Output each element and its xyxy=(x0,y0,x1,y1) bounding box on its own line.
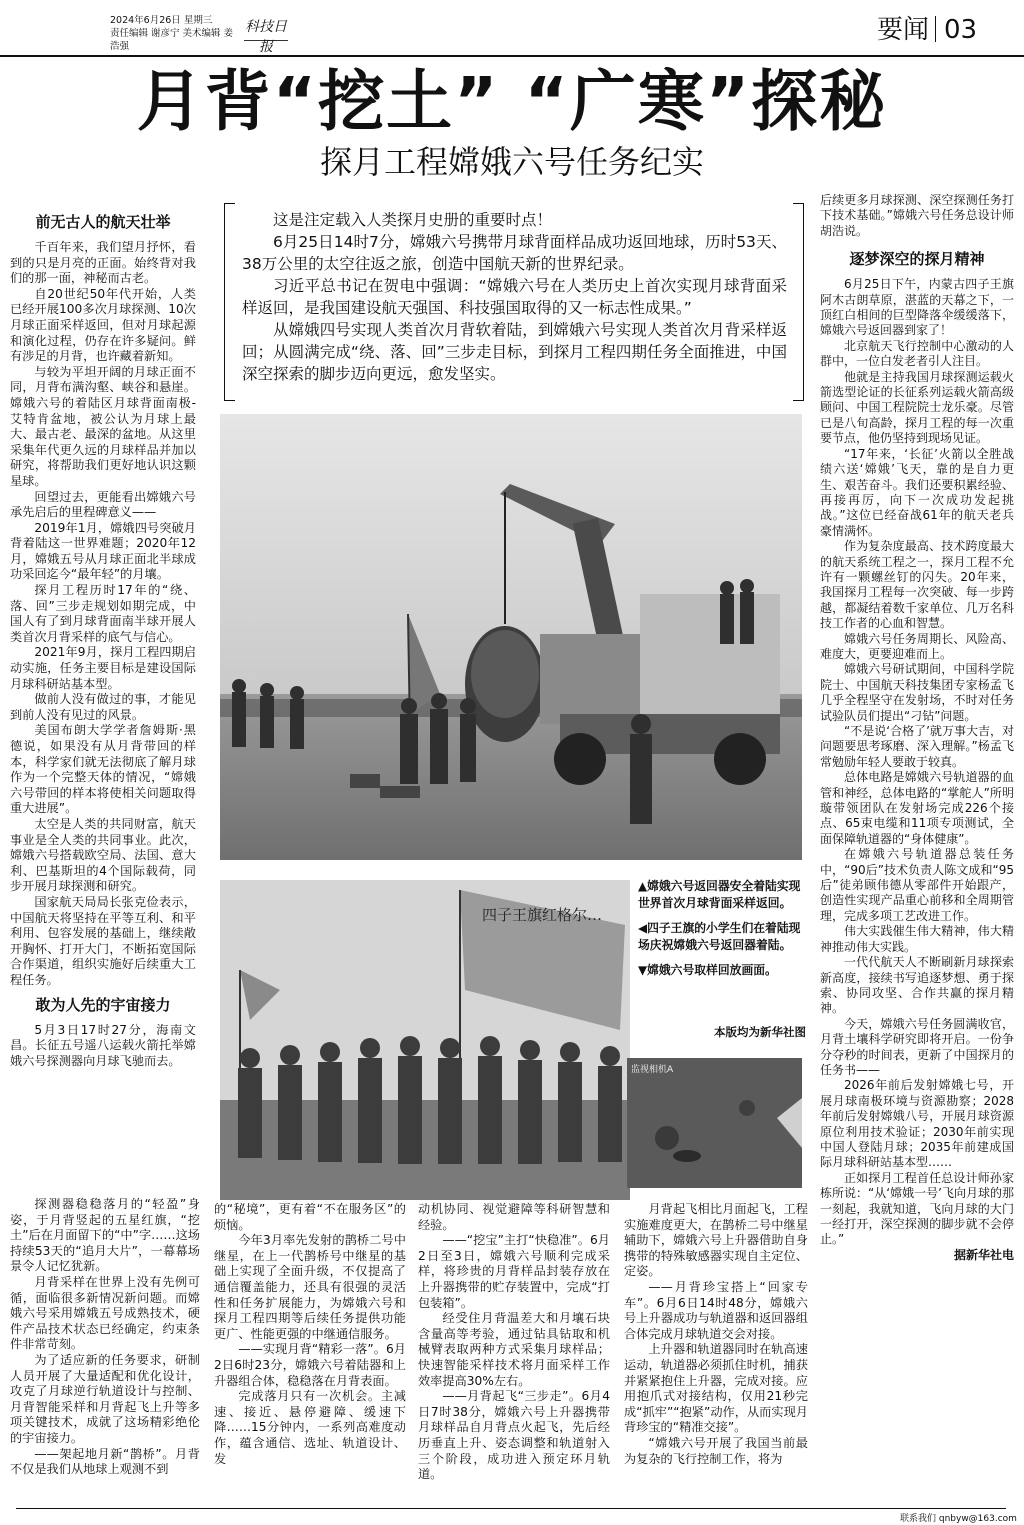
byline: 据新华社电 xyxy=(953,1247,1014,1262)
lead-paragraph: 习近平总书记在贺电中强调：“嫦娥六号在人类历史上首次实现月球背面采样返回，是我国建设航天强国、科技强国取得的又一标志性成果。” xyxy=(242,277,787,317)
paragraph: “17年来，‘长征’火箭以全胜战绩六送‘嫦娥’飞天，靠的是自力更生、艰苦奋斗。我们还要积累经验、再接再厉，向下一次成功发起挑战。”这位已经奋战61年的航天老兵豪情满怀。 xyxy=(820,446,1014,538)
section-name: 要闻 xyxy=(877,15,930,45)
paragraph: 6月25日下午，内蒙古四子王旗阿木古朗草原，湛蓝的天幕之下，一顶红白相间的巨型降落伞缓缓落下，嫦娥六号返回器到家了！ xyxy=(820,277,1014,338)
paragraph: 探月工程历时17年的“绕、落、回”三步走规划如期完成，中国人有了到月球背面南半球开展人类首次月背采样的底气与信心。 xyxy=(10,583,196,644)
paragraph: 在嫦娥六号轨道器总装任务中，“90后”技术负责人陈文成和“95后”徒弟顾伟德从零部件开始跟产，创造性实现产品重心前移和全周期管理，完成多项工艺改进工作。 xyxy=(820,847,1014,923)
paragraph: 探测器稳稳落月的“轻盈”身姿，于月背竖起的五星红旗，“挖土”后在月面留下的“中”字……这场持续53天的“追月大片”，一幕幕场景令人记忆犹新。 xyxy=(10,1197,200,1274)
paragraph: 正如探月工程首任总设计师孙家栋所说：“从‘嫦娥一号’飞向月球的那一刻起，我就知道，飞向月球的大门一经打开，深空探测的脚步就不会停止。” xyxy=(820,1170,1014,1247)
header-meta xyxy=(110,14,240,53)
paragraph: 5月3日17时27分，海南文昌。长征五号遥八运载火箭托举嫦娥六号探测器向月球飞驰而去。 xyxy=(10,1022,196,1068)
lead-paragraph: 从嫦娥四号实现人类首次月背软着陆，到嫦娥六号实现人类首次月背采样返回；从圆满完成“绕、落、回”三步走目标，到探月工程四期任务全面推进，中国深空探索的脚步迈向更远，愈发坚实。 xyxy=(242,321,787,383)
photo-sampling-replay xyxy=(627,1058,802,1188)
paragraph: 太空是人类的共同财富，航天事业是全人类的共同事业。此次，嫦娥六号搭载欧空局、法国、意大利、巴基斯坦的4个国际载荷，同步开展月球探测和研究。 xyxy=(10,816,196,894)
paragraph: 伟大实践催生伟大精神，伟大精神推动伟大实践。 xyxy=(820,924,1014,954)
left-column xyxy=(10,206,196,1069)
main-photo-recovery xyxy=(220,414,802,860)
paragraph: 一代代航天人不断刷新月球探索新高度，接续书写追逐梦想、勇于探索、协同攻坚、合作共赢的探月精神。 xyxy=(820,955,1014,1016)
newspaper-logo: 科技日报 xyxy=(244,16,288,41)
left-bottom-column xyxy=(10,1197,200,1478)
paragraph: 自20世纪50年代开始，人类已经开展100多次月球探测、10次月球正面采样返回，但对月球起源和演化过程，仍存在许多疑问。鲜有涉足的月背，也许藏着新知。 xyxy=(10,286,196,364)
footer-contact: 联系我们 qnbyw@163.com xyxy=(900,1514,1017,1524)
paragraph: 月背起飞相比月面起飞，工程实施难度更大，在鹊桥二号中继星辅助下，嫦娥六号上升器借助自身携带的特殊敏感器实现自主定位、定姿。 xyxy=(624,1202,808,1279)
section-heading: 逐梦深空的探月精神 xyxy=(849,250,985,269)
paragraph: ——实现月背“精彩一落”。6月2日6时23分，嫦娥六号着陆器和上升器组合体，稳稳落在月背表面。 xyxy=(214,1342,406,1388)
bottom-column-2 xyxy=(214,1202,406,1467)
recovery-scene-illustration xyxy=(220,414,802,860)
caption: ▼嫦娥六号取样回放画面。 xyxy=(638,963,777,977)
paragraph: 2021年9月，探月工程四期启动实施，任务主要目标是建设国际月球科研站基本型。 xyxy=(10,645,196,691)
lead-text xyxy=(242,209,787,385)
paragraph: 总体电路是嫦娥六号轨道器的血管和神经，总体电路的“掌舵人”所明璇带领团队在发射场完成226个接点、65束电缆和11项专项测试，全面保障轨道器的“身体健康”。 xyxy=(820,770,1014,846)
paragraph: 的“秘境”，更有着“不在服务区”的烦恼。 xyxy=(214,1202,406,1232)
photo-students-celebrating xyxy=(220,880,630,1200)
lead-box xyxy=(224,203,804,403)
students-scene-illustration xyxy=(220,880,630,1200)
paragraph: 与较为平坦开阔的月球正面不同，月背布满沟壑、峡谷和悬崖。嫦娥六号的着陆区月球背面南极-艾特肯盆地，被公认为月球上最大、最古老、最深的盆地。从这里采集年代更久远的月球样品并加以研究，将帮助我们更好地认识这颗星球。 xyxy=(10,364,196,488)
paragraph: 嫦娥六号任务周期长、风险高、难度大，更要迎难而上。 xyxy=(820,631,1014,661)
section-divider xyxy=(935,16,936,42)
page-number: 03 xyxy=(944,15,978,45)
caption: ▲嫦娥六号返回器安全着陆实现世界首次月球背面采样返回。 xyxy=(638,879,801,910)
sampling-scene-illustration xyxy=(627,1058,802,1188)
paragraph: 国家航天局局长张克俭表示，中国航天将坚持在平等互利、和平利用、包容发展的基础上，继续敞开胸怀、打开大门，不断拓宽国际合作渠道，组织实施好后续重大工程任务。 xyxy=(10,894,196,987)
paragraph: 回望过去，更能看出嫦娥六号承先启后的里程碑意义—— xyxy=(10,489,196,520)
header-rule xyxy=(0,55,1024,57)
headline-title: 月背“挖土” “广寒”探秘 xyxy=(136,63,888,140)
paragraph: 后续更多月球探测、深空探测任务打下技术基础。”嫦娥六号任务总设计师胡浩说。 xyxy=(820,193,1014,238)
section-label xyxy=(877,14,1007,48)
paragraph: 做前人没有做过的事，才能见到前人没有见过的风景。 xyxy=(10,692,196,722)
paragraph: “嫦娥六号开展了我国当前最为复杂的飞行控制工作，将为 xyxy=(624,1435,808,1466)
paragraph: 2026年前后发射嫦娥七号，开展月球南极环境与资源勘察；2028年前后发射嫦娥八号，开展月球资源原位利用技术验证；2030年前实现中国人登陆月球；2035年前建成国际月球科研站基本型…… xyxy=(820,1078,1014,1170)
date-line: 2024年6月26日 星期三 xyxy=(110,15,213,26)
camera-label: 监视相机A xyxy=(631,1065,674,1075)
paragraph: 月背采样在世界上没有先例可循，面临很多新情况新问题。而嫦娥六号采用嫦娥五号成熟技术，硬件产品技术状态已经确定，约束条件非常苛刻。 xyxy=(10,1274,200,1352)
paragraph: 美国布朗大学学者詹姆斯·黑德说，如果没有从月背带回的样本，科学家们就无法彻底了解月球作为一个完整天体的情况，“嫦娥六号带回的样本将使相关问题取得重大进展”。 xyxy=(10,723,196,816)
section-heading: 前无古人的航天壮举 xyxy=(35,213,171,231)
paragraph: 他就是主持我国月球探测运载火箭选型论证的长征系列运载火箭高级顾问、中国工程院院士龙乐豪。尽管已是八旬高龄，探月工程的每一次重要节点，他仍坚持到现场见证。 xyxy=(820,369,1014,446)
paragraph: 经受住月背温差大和月壤石块含量高等考验，通过钻具钻取和机械臂表取两种方式采集月球样品；快速智能采样技术将月面采样工作效率提高30%左右。 xyxy=(418,1311,610,1388)
lead-paragraph: 6月25日14时7分，嫦娥六号携带月球背面样品成功返回地球，历时53天、38万公里的太空往返之旅，创造中国航天新的世界纪录。 xyxy=(242,233,787,273)
paragraph: ——月背珍宝搭上“回家专车”。6月6日14时48分，嫦娥六号上升器成功与轨道器和返回器组合体完成月球轨道交会对接。 xyxy=(624,1279,808,1341)
photo-captions xyxy=(638,878,806,987)
paragraph: 动机协同、视觉避障等科研智慧和经验。 xyxy=(418,1202,610,1232)
paragraph: ——“挖宝”主打“快稳准”。6月2日至3日，嫦娥六号顺利完成采样，将珍贵的月背样品封装存放在上升器携带的贮存装置中，完成“打包装箱”。 xyxy=(418,1233,610,1310)
paragraph: 作为复杂度最高、技术跨度最大的航天系统工程之一，探月工程不允许有一颗螺丝钉的闪失。20年来，我国探月工程每一次突破、每一步跨越，都凝结着数千家单位、几万名科技工作者的心血和智慧。 xyxy=(820,539,1014,631)
right-column xyxy=(820,193,1014,1263)
caption: ◀四子王旗的小学生们在着陆现场庆祝嫦娥六号返回器着陆。 xyxy=(638,921,801,952)
paragraph: 完成落月只有一次机会。主减速、接近、悬停避障、缓速下降……15分钟内，一系列高难度动作，蕴含通信、选址、轨道设计、发 xyxy=(214,1389,406,1466)
paragraph: 北京航天飞行控制中心激动的人群中，一位白发老者引人注目。 xyxy=(820,338,1014,369)
paragraph: 今年3月率先发射的鹊桥二号中继星，在上一代鹊桥号中继星的基础上实现了全面升级，不仅提高了通信覆盖能力，还具有很强的灵活性和任务扩展能力，为嫦娥六号和探月工程四期等后续任务提供功能更广、性能更强的中继通信服务。 xyxy=(214,1233,406,1341)
paragraph: 2019年1月，嫦娥四号突破月背着陆这一世界难题；2020年12月，嫦娥五号从月球正面北半球成功采回迄今“最年轻”的月壤。 xyxy=(10,520,196,582)
paragraph: 今天，嫦娥六号任务圆满收官，月背土壤科学研究即将开启。一份争分夺秒的时间表，更新了中国探月的任务书—— xyxy=(820,1016,1014,1077)
paragraph: ——架起地月新“鹊桥”。月背不仅是我们从地球上观测不到 xyxy=(10,1446,200,1477)
headline-subtitle: 探月工程嫦娥六号任务纪实 xyxy=(319,143,704,181)
lead-paragraph: 这是注定载入人类探月史册的重要时点！ xyxy=(273,211,553,229)
footer-rule xyxy=(16,1508,1006,1509)
paragraph: “不是说‘合格了’就万事大吉，对问题要思考琢磨、深入理解。”杨孟飞常勉励年轻人要敢于较真。 xyxy=(820,724,1014,769)
paragraph: 为了适应新的任务要求，研制人员开展了大量适配和优化设计，攻克了月球逆行轨道设计与控制、月背智能采样和月背起飞上升等多项关键技术，成就了这场精彩绝伦的宇宙接力。 xyxy=(10,1352,200,1445)
paragraph: 千百年来，我们望月抒怀，看到的只是月亮的正面。始终背对我们的那一面，神秘而古老。 xyxy=(10,240,196,286)
paragraph: 上升器和轨道器同时在轨高速运动，轨道器必须抓住时机，捕获并紧紧抱住上升器，完成对接。应用抱爪式对接结构，仅用21秒完成“抓牢”“抱紧”动作，从而实现月背珍宝的“精准交接”。 xyxy=(624,1342,808,1435)
banner-text: 四子王旗红格尔… xyxy=(482,906,603,924)
bottom-column-3 xyxy=(418,1202,610,1483)
photo-credit: 本版均为新华社图 xyxy=(714,1025,806,1039)
lead-bracket-right xyxy=(793,203,804,401)
section-heading: 敢为人先的宇宙接力 xyxy=(35,995,171,1014)
paragraph: ——月背起飞“三步走”。6月4日7时38分，嫦娥六号上升器携带月球样品自月背点火起飞，先后经历垂直上升、姿态调整和轨道射入三个阶段，成功进入预定环月轨道。 xyxy=(418,1389,610,1482)
bottom-column-4 xyxy=(624,1202,808,1467)
editors-line: 责任编辑 谢彦宁 美术编辑 姜浩强 xyxy=(110,28,234,52)
paragraph: 嫦娥六号研试期间，中国科学院院士、中国航天科技集团专家杨孟飞几乎全程坚守在发射场，不时对任务试验队员们提出“刁钻”问题。 xyxy=(820,662,1014,723)
lead-bracket-left xyxy=(224,203,235,401)
